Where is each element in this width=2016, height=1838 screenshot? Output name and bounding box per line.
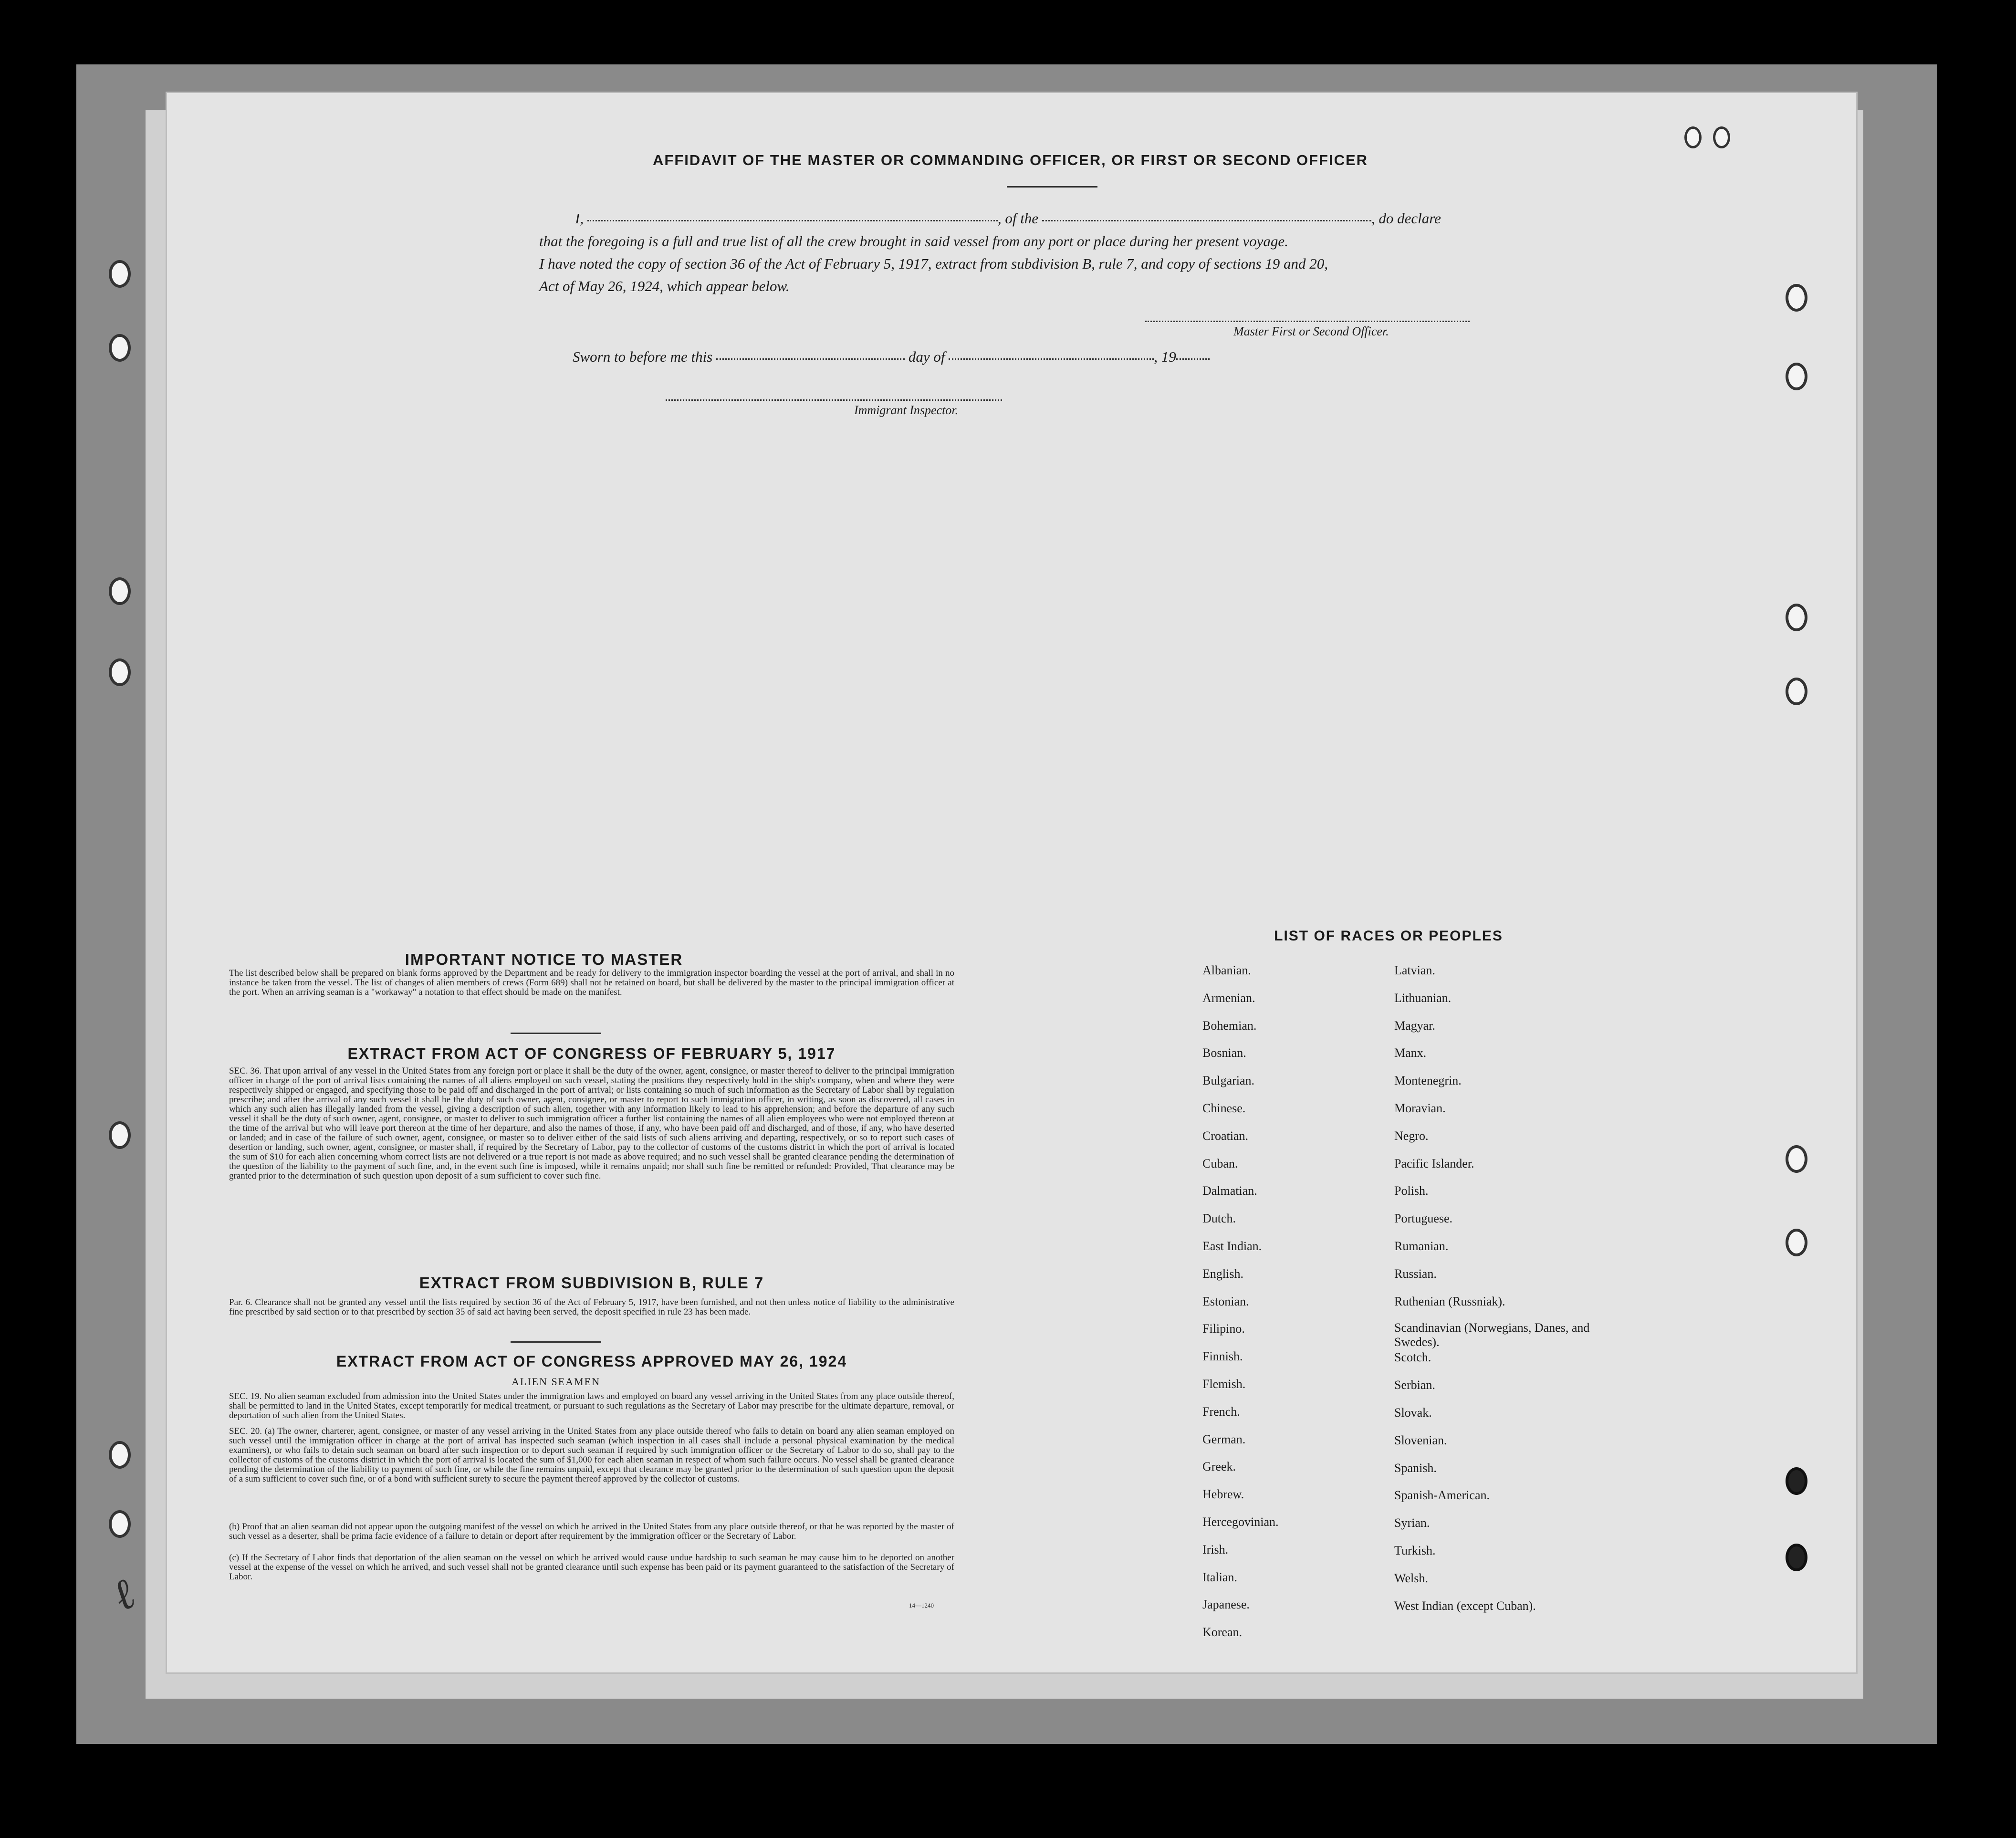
punch-hole (1786, 1229, 1807, 1256)
affidavit-title: AFFIDAVIT OF THE MASTER OR COMMANDING OFFICER, OR FIRST OR SECOND OFFICER (653, 152, 1368, 168)
punch-hole (1713, 126, 1730, 148)
race-item: Hebrew. (1202, 1487, 1244, 1502)
race-item: Spanish-American. (1394, 1488, 1490, 1503)
race-item: English. (1202, 1266, 1243, 1281)
of-the-label: , of the (997, 210, 1039, 227)
race-item: Chinese. (1202, 1101, 1246, 1115)
sec-20a-body: SEC. 20. (a) The owner, charterer, agent, consignee, or master of any vessel arriving in the United States from any place outside thereof who fails to detain on board any alien seaman employed on such vessel until the immigration officer in charge at the port of arrival has inspected such seaman (which inspection in all cases shall include a personal physical examination by the medical examiners), or who fails to detain such seaman on board after such inspection or to deport such seaman if required by such immigration officer or the Secretary of Labor to do so, shall pay to the collector of customs of the customs district in which the port of arrival is located the sum of $1,000 for each alien seaman in respect of whom such failure occurs. No vessel shall be granted clearance pending the determination of the liability to payment of such fine, or while the fine remains unpaid, except that clearance may be granted prior to the determination of such question upon the deposit of a sum sufficient to cover such fine, or of a bond with sufficient surety to secure the payment thereof approved by the collector of customs. (229, 1426, 954, 1484)
race-item: Bohemian. (1202, 1018, 1257, 1033)
races-column-1 (1202, 957, 1279, 1646)
punch-hole (109, 1121, 131, 1149)
extract-1924-title: EXTRACT FROM ACT OF CONGRESS APPROVED MAY 26, 1924 (336, 1353, 847, 1370)
declaration-line-4: Act of May 26, 1924, which appear below. (539, 278, 790, 294)
declaration-line-3: I have noted the copy of section 36 of the Act of February 5, 1917, extract from subdivision B, rule 7, and copy of sections 19 and 20, (539, 255, 1328, 272)
race-item: Flemish. (1202, 1377, 1246, 1391)
master-caption: Master First or Second Officer. (1233, 324, 1389, 338)
race-item: Dutch. (1202, 1211, 1236, 1226)
title-rule (1007, 186, 1097, 188)
race-item: West Indian (except Cuban). (1394, 1598, 1536, 1613)
punch-hole (109, 658, 131, 686)
race-item: Turkish. (1394, 1543, 1436, 1557)
races-title: LIST OF RACES OR PEOPLES (1274, 928, 1503, 944)
section-rule (511, 1033, 601, 1034)
race-item: Ruthenian (Russniak). (1394, 1294, 1505, 1308)
margin-handwriting-mark: ℓ (104, 1568, 143, 1621)
punch-hole (109, 1441, 131, 1469)
punch-hole (1786, 1145, 1807, 1173)
race-item: Spanish. (1394, 1461, 1437, 1475)
race-item: Welsh. (1394, 1571, 1428, 1585)
race-item: Bosnian. (1202, 1046, 1246, 1060)
punch-hole (109, 1510, 131, 1538)
notice-body: The list described below shall be prepared on blank forms approved by the Department and be ready for delivery to the immigration inspector boarding the vessel at the port of arrival, and shall in no instance be taken from the vessel. The list of changes of alien members of crews (Form 689) shall not be retained on board, but shall be delivered by the master to the principal immigration officer at the port. When an arriving seaman is a "workaway" a notation to that effect should be made on the manifest. (229, 968, 954, 997)
sworn-line (573, 348, 1210, 366)
race-item: Italian. (1202, 1570, 1237, 1584)
race-item: Moravian. (1394, 1101, 1446, 1115)
race-item: Serbian. (1394, 1378, 1435, 1392)
race-item: Pacific Islander. (1394, 1156, 1474, 1170)
race-item: Slovenian. (1394, 1433, 1447, 1447)
sworn-prefix: Sworn to before me this (573, 348, 713, 365)
race-item: Latvian. (1394, 963, 1435, 977)
extract-rule7-body: Par. 6. Clearance shall not be granted any vessel until the lists required by section 36 of the Act of February 5, 1917, have been furnished, and not then unless notice of liability to the administrative fine prescribed by said section or to that prescribed by section 35 of said act having been served, the deposit specified in rule 23 has been made. (229, 1297, 954, 1317)
declaration-line-2: that the foregoing is a full and true list of all the crew brought in said vessel from any port or place during her present voyage. (539, 233, 1288, 250)
extract-1917-body: SEC. 36. That upon arrival of any vessel in the United States from any foreign port or place it shall be the duty of the owner, agent, consignee, or master thereof to deliver to the principal immigration officer in charge of the port of arrival lists containing the names of all aliens employed on such vessel, stating the positions they respectively hold in the ship's company, when and where they were respectively shipped or engaged, and specifying those to be paid off and discharged in the port of arrival; or lists containing so much of such information as the Secretary of Labor shall by regulation prescribe; and after the arrival of any such vessel it shall be the duty of such owner, agent, consignee, or master to report to such immigration officer, in writing, as soon as discovered, all cases in which any such alien has illegally landed from the vessel, giving a description of such alien, together with any information likely to lead to his apprehension; and before the departure of any such vessel it shall be the duty of such owner, agent, consignee, or master to deliver to such immigration officer a further list containing the names of all alien employees who were not employed thereon at the time of the arrival but who will leave port thereon at the time of her departure, and also the names of those, if any, who have been paid off and discharged, and of those, if any, who have deserted or landed; and in case of the failure of such owner, agent, consignee, or master so to deliver either of the said lists of such aliens arriving and departing, respectively, or so to report such cases of desertion or landing, such owner, agent, consignee, or master shall, if required by the Secretary of Labor, pay to the collector of customs of the customs district in which the port of arrival is located the sum of $10 for each alien concerning whom correct lists are not delivered or a true report is not made as above required; and no such vessel shall be granted clearance pending the determination of the question of the liability to the payment of such fine, and, in the event such fine is imposed, while it remains unpaid; nor shall such fine be remitted or refunded: Provided, That clearance may be granted prior to the determination of such question upon deposit of a sum sufficient to cover such fine. (229, 1066, 954, 1181)
inspector-signature-line[interactable] (666, 399, 1002, 401)
race-item: Irish. (1202, 1542, 1229, 1556)
punch-hole (1786, 678, 1807, 705)
sec-19-body: SEC. 19. No alien seaman excluded from admission into the United States under the immigration laws and employed on board any vessel arriving in the United States from any place outside thereof, shall be permitted to land in the United States, except temporarily for medical treatment, or pursuant to such regulations as the Secretary of Labor may prescribe for the ultimate departure, removal, or deportation of such alien from the United States. (229, 1391, 954, 1420)
race-item: Polish. (1394, 1184, 1429, 1198)
race-item: Montenegrin. (1394, 1074, 1462, 1088)
punch-hole (109, 260, 131, 288)
race-item: Estonian. (1202, 1294, 1249, 1308)
race-item: Albanian. (1202, 963, 1251, 977)
race-item: Rumanian. (1394, 1239, 1449, 1253)
punch-hole (109, 334, 131, 362)
race-item: Lithuanian. (1394, 991, 1452, 1005)
punch-hole (1786, 1544, 1807, 1571)
do-declare-label: , do declare (1371, 210, 1441, 227)
race-item: Cuban. (1202, 1156, 1238, 1170)
race-item: Greek. (1202, 1460, 1236, 1474)
races-column-2 (1394, 957, 1619, 1619)
race-item: Manx. (1394, 1046, 1427, 1060)
race-item: Hercegovinian. (1202, 1514, 1279, 1529)
race-item: French. (1202, 1404, 1240, 1419)
race-item: Finnish. (1202, 1349, 1243, 1364)
race-item: Filipino. (1202, 1322, 1245, 1336)
inspector-caption: Immigrant Inspector. (854, 403, 959, 417)
alien-seamen-subtitle: ALIEN SEAMEN (512, 1376, 600, 1388)
master-signature-line[interactable] (1145, 321, 1470, 322)
race-item: Scandinavian (Norwegians, Danes, and Swedes). (1394, 1321, 1590, 1349)
extract-1917-title: EXTRACT FROM ACT OF CONGRESS OF FEBRUARY 5, 1917 (347, 1045, 836, 1062)
year-prefix: , 19 (1154, 348, 1176, 365)
race-item: Dalmatian. (1202, 1184, 1257, 1198)
vessel-blank[interactable] (1042, 219, 1371, 221)
sec-20c-body: (c) If the Secretary of Labor finds that deportation of the alien seaman on the vessel on which he arrived would cause undue hardship to such seaman he may cause him to be deported on another vessel at the expense of the vessel on which he arrived, and such vessel shall not be granted clearance until such expense has been paid or its payment guaranteed to the satisfaction of the Secretary of Labor. (229, 1553, 954, 1582)
race-item: Negro. (1394, 1128, 1429, 1143)
notice-title: IMPORTANT NOTICE TO MASTER (405, 950, 683, 968)
race-item: Korean. (1202, 1625, 1243, 1640)
day-of-label: day of (908, 348, 945, 365)
extract-rule7-title: EXTRACT FROM SUBDIVISION B, RULE 7 (419, 1274, 764, 1292)
race-item: German. (1202, 1432, 1246, 1446)
section-rule (511, 1341, 601, 1343)
race-item: Portuguese. (1394, 1211, 1453, 1226)
form-number: 14—1240 (909, 1602, 934, 1609)
race-item: Armenian. (1202, 991, 1255, 1005)
race-item: East Indian. (1202, 1239, 1262, 1253)
i-prefix: I, (575, 210, 584, 227)
punch-hole (109, 577, 131, 605)
race-item: Japanese. (1202, 1598, 1250, 1612)
punch-hole (1786, 363, 1807, 390)
race-item: Croatian. (1202, 1128, 1249, 1143)
punch-hole (1786, 1467, 1807, 1495)
declaration-line-1 (575, 210, 1441, 227)
punch-hole (1786, 604, 1807, 631)
sworn-year-blank[interactable] (1176, 358, 1210, 360)
race-item: Slovak. (1394, 1405, 1432, 1420)
punch-hole (1786, 284, 1807, 312)
race-item: Syrian. (1394, 1516, 1430, 1530)
sec-20b-body: (b) Proof that an alien seaman did not appear upon the outgoing manifest of the vessel on which he arrived in the United States from any place outside thereof, or that he was reported by the master of such vessel as a deserter, shall be prima facie evidence of a failure to detain or deport after requirement by the immigration officer or the Secretary of Labor. (229, 1522, 954, 1541)
sworn-month-blank[interactable] (949, 358, 1154, 360)
sworn-day-blank[interactable] (716, 358, 905, 360)
manifest-page (167, 93, 1856, 1672)
name-blank[interactable] (587, 219, 998, 221)
race-item: Bulgarian. (1202, 1074, 1255, 1088)
race-item: Scotch. (1394, 1350, 1431, 1365)
race-item: Magyar. (1394, 1018, 1435, 1033)
race-item: Russian. (1394, 1266, 1437, 1281)
punch-hole (1684, 126, 1702, 148)
